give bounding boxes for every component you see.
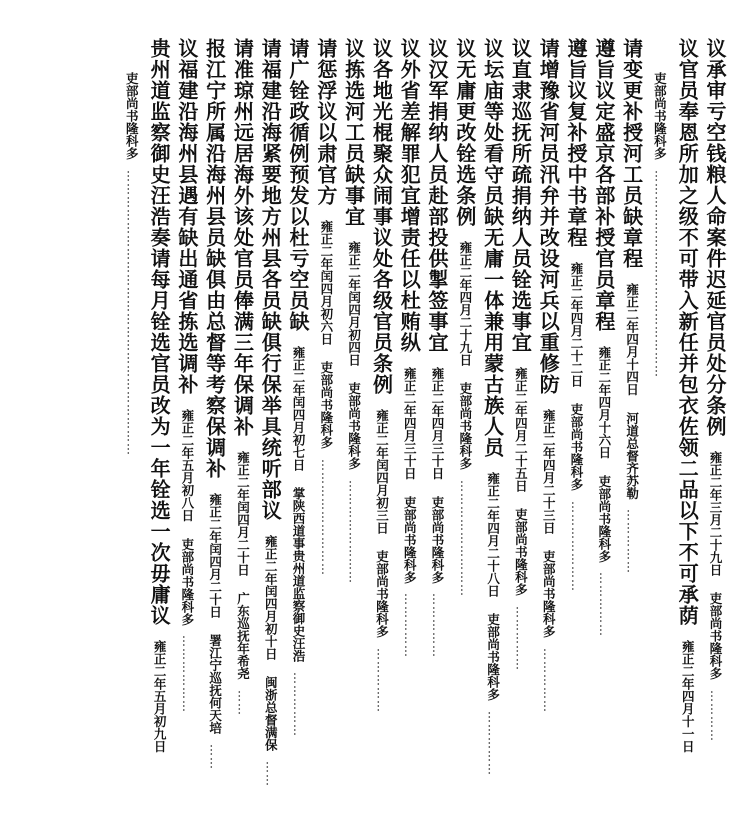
entry-author: 吏部尚书隆科多 bbox=[569, 403, 585, 491]
entry-title: 议坛庙等处看守员缺无庸一体兼用蒙古族人员 bbox=[480, 38, 505, 458]
catalog-entry-column bbox=[507, 38, 535, 828]
leader-dots: …………… bbox=[402, 593, 417, 658]
entry-title: 议无庸更改铨选条例 bbox=[452, 38, 477, 227]
leader-dots: ………………………………………………………… bbox=[124, 169, 139, 456]
entry-author: 吏部尚书隆科多 bbox=[179, 537, 195, 625]
catalog-entry-column bbox=[284, 38, 312, 828]
leader-dots: ……………………… bbox=[457, 479, 472, 597]
entry-title: 请增豫省河员汛弁并改设河兵以重修防 bbox=[536, 38, 561, 395]
entry-date: 雍正二年闰四月初七日 bbox=[291, 346, 307, 471]
entry-author: 河道总督齐苏勒 bbox=[624, 411, 640, 499]
leader-dots: …………… bbox=[374, 647, 389, 713]
entry-date: 雍正二年闰四月初十日 bbox=[263, 535, 279, 660]
entry-title: 议官员奉恩所加之级不可带入新任并包衣佐领二品以下不可承荫 bbox=[675, 38, 700, 626]
entry-author: 吏部尚书隆科多 bbox=[652, 72, 668, 160]
catalog-entry-column bbox=[562, 38, 590, 828]
entry-title: 请广铨政循例预发以杜亏空员缺 bbox=[286, 38, 311, 332]
entry-title: 议各地光棍聚众闹事议处各级官员条例 bbox=[369, 38, 394, 395]
entry-date: 雍正二年四月二十五日 bbox=[513, 367, 529, 492]
catalog-entry-column bbox=[312, 38, 340, 828]
entry-title: 议福建沿海州县遇有缺出通省拣选调补 bbox=[174, 38, 199, 395]
catalog-entry-column bbox=[201, 38, 229, 828]
entry-author: 署江宁巡抚何天培 bbox=[207, 634, 223, 734]
leader-dots: ……………………… bbox=[318, 458, 333, 576]
entry-title: 请惩浮议以肃官方 bbox=[313, 38, 338, 206]
entry-date: 雍正二年闰四月初四日 bbox=[346, 241, 362, 366]
entry-author: 掌陕西道事贵州道监察御史汪浩 bbox=[291, 487, 307, 662]
leader-dots: …………… bbox=[291, 672, 306, 737]
leader-dots: ………… bbox=[708, 689, 722, 742]
entry-author: 广东巡抚年希尧 bbox=[235, 592, 251, 680]
entry-date: 雍正二年五月初九日 bbox=[152, 640, 168, 753]
catalog-entry-column bbox=[590, 38, 618, 828]
catalog-entry-column bbox=[618, 38, 646, 828]
leader-dots: …… bbox=[207, 744, 222, 770]
entry-date: 雍正二年闰四月初六日 bbox=[318, 220, 334, 345]
entry-author: 吏部尚书隆科多 bbox=[402, 495, 418, 583]
entry-author: 吏部尚书隆科多 bbox=[708, 592, 723, 680]
entry-title: 议汉军捐纳人员赴部投供掣签事宜 bbox=[425, 38, 450, 353]
entry-author: 吏部尚书隆科多 bbox=[457, 382, 473, 470]
entry-title: 报江宁所属沿海州县员缺俱由总督等考察保调补 bbox=[202, 38, 227, 479]
leader-dots: …………… bbox=[485, 710, 500, 776]
entry-date: 雍正二年四月三十日 bbox=[430, 367, 446, 480]
leader-dots: …………… bbox=[596, 572, 611, 637]
entry-date: 雍正二年四月二十九日 bbox=[457, 241, 473, 366]
entry-title: 议拣选河工员缺事宜 bbox=[341, 38, 366, 227]
catalog-entry-column bbox=[229, 38, 257, 828]
catalog-entry-column bbox=[145, 38, 173, 828]
entry-date: 雍正二年四月二十三日 bbox=[541, 409, 557, 534]
catalog-entry-column bbox=[256, 38, 284, 828]
entry-title: 议直隶巡抚所疏捐纳人员铨选事宜 bbox=[508, 38, 533, 353]
entry-title: 遵旨议复补授中书章程 bbox=[564, 38, 589, 248]
catalog-entry-column bbox=[423, 38, 451, 828]
entry-author: 闽浙总督满保 bbox=[263, 676, 279, 751]
leader-dots: …………… bbox=[541, 647, 556, 713]
catalog-entry-column bbox=[534, 38, 562, 828]
catalog-entry-column bbox=[646, 38, 674, 828]
leader-dots: ………………………………………… bbox=[652, 169, 667, 378]
leader-dots: …… bbox=[263, 761, 278, 787]
entry-date: 雍正二年四月三十日 bbox=[402, 367, 418, 480]
entry-author: 吏部尚书隆科多 bbox=[513, 508, 529, 596]
entry-author: 吏部尚书隆科多 bbox=[541, 550, 557, 638]
entry-author: 吏部尚书隆科多 bbox=[485, 613, 501, 701]
entry-date: 雍正二年四月二十八日 bbox=[485, 472, 501, 597]
catalog-entry-column bbox=[451, 38, 479, 828]
catalog-entry-column bbox=[173, 38, 201, 828]
leader-dots: …………… bbox=[430, 593, 445, 658]
entry-author: 吏部尚书隆科多 bbox=[596, 474, 612, 562]
leader-dots: ………………… bbox=[569, 500, 584, 592]
leader-dots: …………………… bbox=[346, 479, 361, 584]
entry-title: 遵旨议定盛京各部补授官员章程 bbox=[591, 38, 616, 332]
entry-date: 雍正二年四月十一日 bbox=[680, 640, 696, 753]
entry-date: 雍正二年闰四月二十日 bbox=[235, 451, 251, 576]
entry-author: 吏部尚书隆科多 bbox=[374, 550, 390, 638]
catalog-entry-column bbox=[368, 38, 396, 828]
entry-date: 雍正二年四月二十二日 bbox=[569, 262, 585, 387]
catalog-entry-column bbox=[117, 38, 145, 828]
entry-date: 雍正二年三月二十九日 bbox=[708, 451, 723, 576]
entry-date: 雍正二年闰四月初三日 bbox=[374, 409, 390, 534]
leader-dots: …………… bbox=[624, 509, 639, 574]
entry-title: 议承审亏空钱粮人命案件迟延官员处分条例 bbox=[703, 38, 727, 437]
entry-author: 吏部尚书隆科多 bbox=[318, 361, 334, 449]
entry-author: 吏部尚书隆科多 bbox=[124, 72, 140, 160]
catalog-entry-column bbox=[673, 38, 701, 828]
entry-author: 吏部尚书隆科多 bbox=[346, 382, 362, 470]
entry-title: 请变更补授河工员缺章程 bbox=[619, 38, 644, 269]
leader-dots: …………… bbox=[513, 605, 528, 671]
catalog-entry-column bbox=[701, 38, 729, 828]
entry-author: 吏部尚书隆科多 bbox=[430, 495, 446, 583]
catalog-entry-column bbox=[479, 38, 507, 828]
leader-dots: …… bbox=[235, 689, 250, 716]
entry-title: 议外省差解罪犯宜增责任以杜贿纵 bbox=[397, 38, 422, 353]
entry-title: 请准琼州远居海外该处官员俸满三年保调补 bbox=[230, 38, 255, 437]
entry-title: 贵州道监察御史汪浩奏请每月铨选官员改为一年铨选一次毋庸议 bbox=[147, 38, 172, 626]
entry-date: 雍正二年五月初八日 bbox=[179, 409, 195, 522]
entry-title: 请福建沿海紧要地方州县各员缺俱行保举具统听部议 bbox=[258, 38, 283, 521]
entry-date: 雍正二年闰四月二十日 bbox=[207, 493, 223, 618]
catalog-entry-column bbox=[340, 38, 368, 828]
catalog-entry-column bbox=[395, 38, 423, 828]
leader-dots: ……………… bbox=[179, 635, 194, 713]
entry-date: 雍正二年四月十四日 bbox=[624, 283, 640, 396]
entry-date: 雍正二年四月十六日 bbox=[596, 346, 612, 459]
